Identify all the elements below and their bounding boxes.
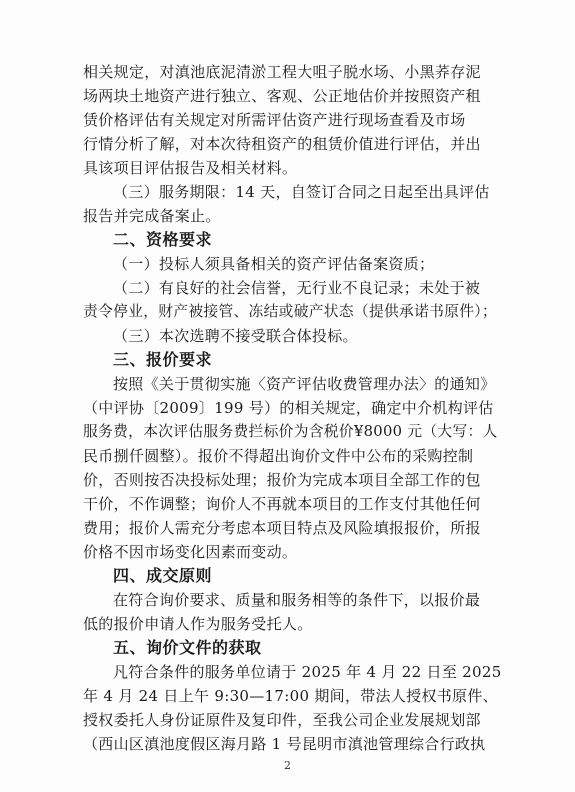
text-line: 具该项目评估报告及相关材料。 [83, 159, 298, 177]
text-line: 价，否则按否决投标处理；报价为完成本项目全部工作的包 [83, 471, 481, 489]
text-line: 按照《关于贯彻实施〈资产评估收费管理办法〉的通知》 [113, 375, 496, 393]
text-line: 干价，不作调整；询价人不再就本项目的工作支付其他任何 [83, 495, 481, 513]
section-heading: 五、询价文件的获取 [113, 638, 262, 657]
text-line: 民币捌仟圆整）。报价不得超出询价文件中公布的采购控制 [83, 447, 474, 465]
text-line: （西山区滇池度假区海月路 1 号昆明市滇池管理综合行政执 [83, 735, 486, 753]
text-line: （三）服务期限：14 天，自签订合同之日起至出具评估 [113, 183, 490, 201]
text-line: （三）本次选聘不接受联合体投标。 [113, 327, 358, 345]
document-body [83, 60, 503, 756]
text-line: 低的报价申请人作为服务受托人。 [83, 615, 313, 633]
text-line: 价格不因市场变化因素而变动。 [83, 543, 298, 561]
section-heading: 四、成交原则 [113, 566, 213, 585]
text-line: 费用；报价人需充分考虑本项目特点及风险填报报价，所报 [83, 519, 481, 537]
text-line: 相关规定，对滇池底泥清淤工程大咀子脱水场、小黑荞存泥 [83, 63, 481, 81]
text-line: 行情分析了解，对本次待租资产的租赁价值进行评估，并出 [83, 135, 481, 153]
text-line: 在符合询价要求、质量和服务相等的条件下，以报价最 [113, 591, 481, 609]
text-line: 赁价格评估有关规定对所需评估资产进行现场查看及市场 [83, 111, 466, 129]
text-line: （一）投标人须具备相关的资产评估备案资质； [113, 255, 435, 273]
text-line: 授权委托人身份证原件及复印件，至我公司企业发展规划部 [83, 711, 481, 729]
text-line: 服务费，本次评估服务费拦标价为含税价¥8000 元（大写：人 [83, 423, 498, 440]
text-line: 责令停业，财产被接管、冻结或破产状态（提供承诺书原件）； [83, 303, 498, 320]
text-line: （中评协〔2009〕199 号）的相关规定，确定中介机构评估 [83, 399, 494, 417]
page-number: 2 [284, 759, 291, 772]
text-line: 报告并完成备案止。 [83, 207, 221, 225]
text-line: （二）有良好的社会信誉，无行业不良记录；未处于被 [113, 279, 481, 297]
section-heading: 三、报价要求 [113, 350, 213, 369]
text-line: 凡符合条件的服务单位请于 2025 年 4 月 22 日至 2025 [113, 663, 502, 681]
section-heading: 二、资格要求 [113, 230, 213, 249]
text-line: 场两块土地资产进行独立、客观、公正地估价并按照资产租 [83, 87, 481, 105]
text-line: 年 4 月 24 日上午 9:30—17:00 期间，带法人授权书原件、 [83, 687, 498, 705]
